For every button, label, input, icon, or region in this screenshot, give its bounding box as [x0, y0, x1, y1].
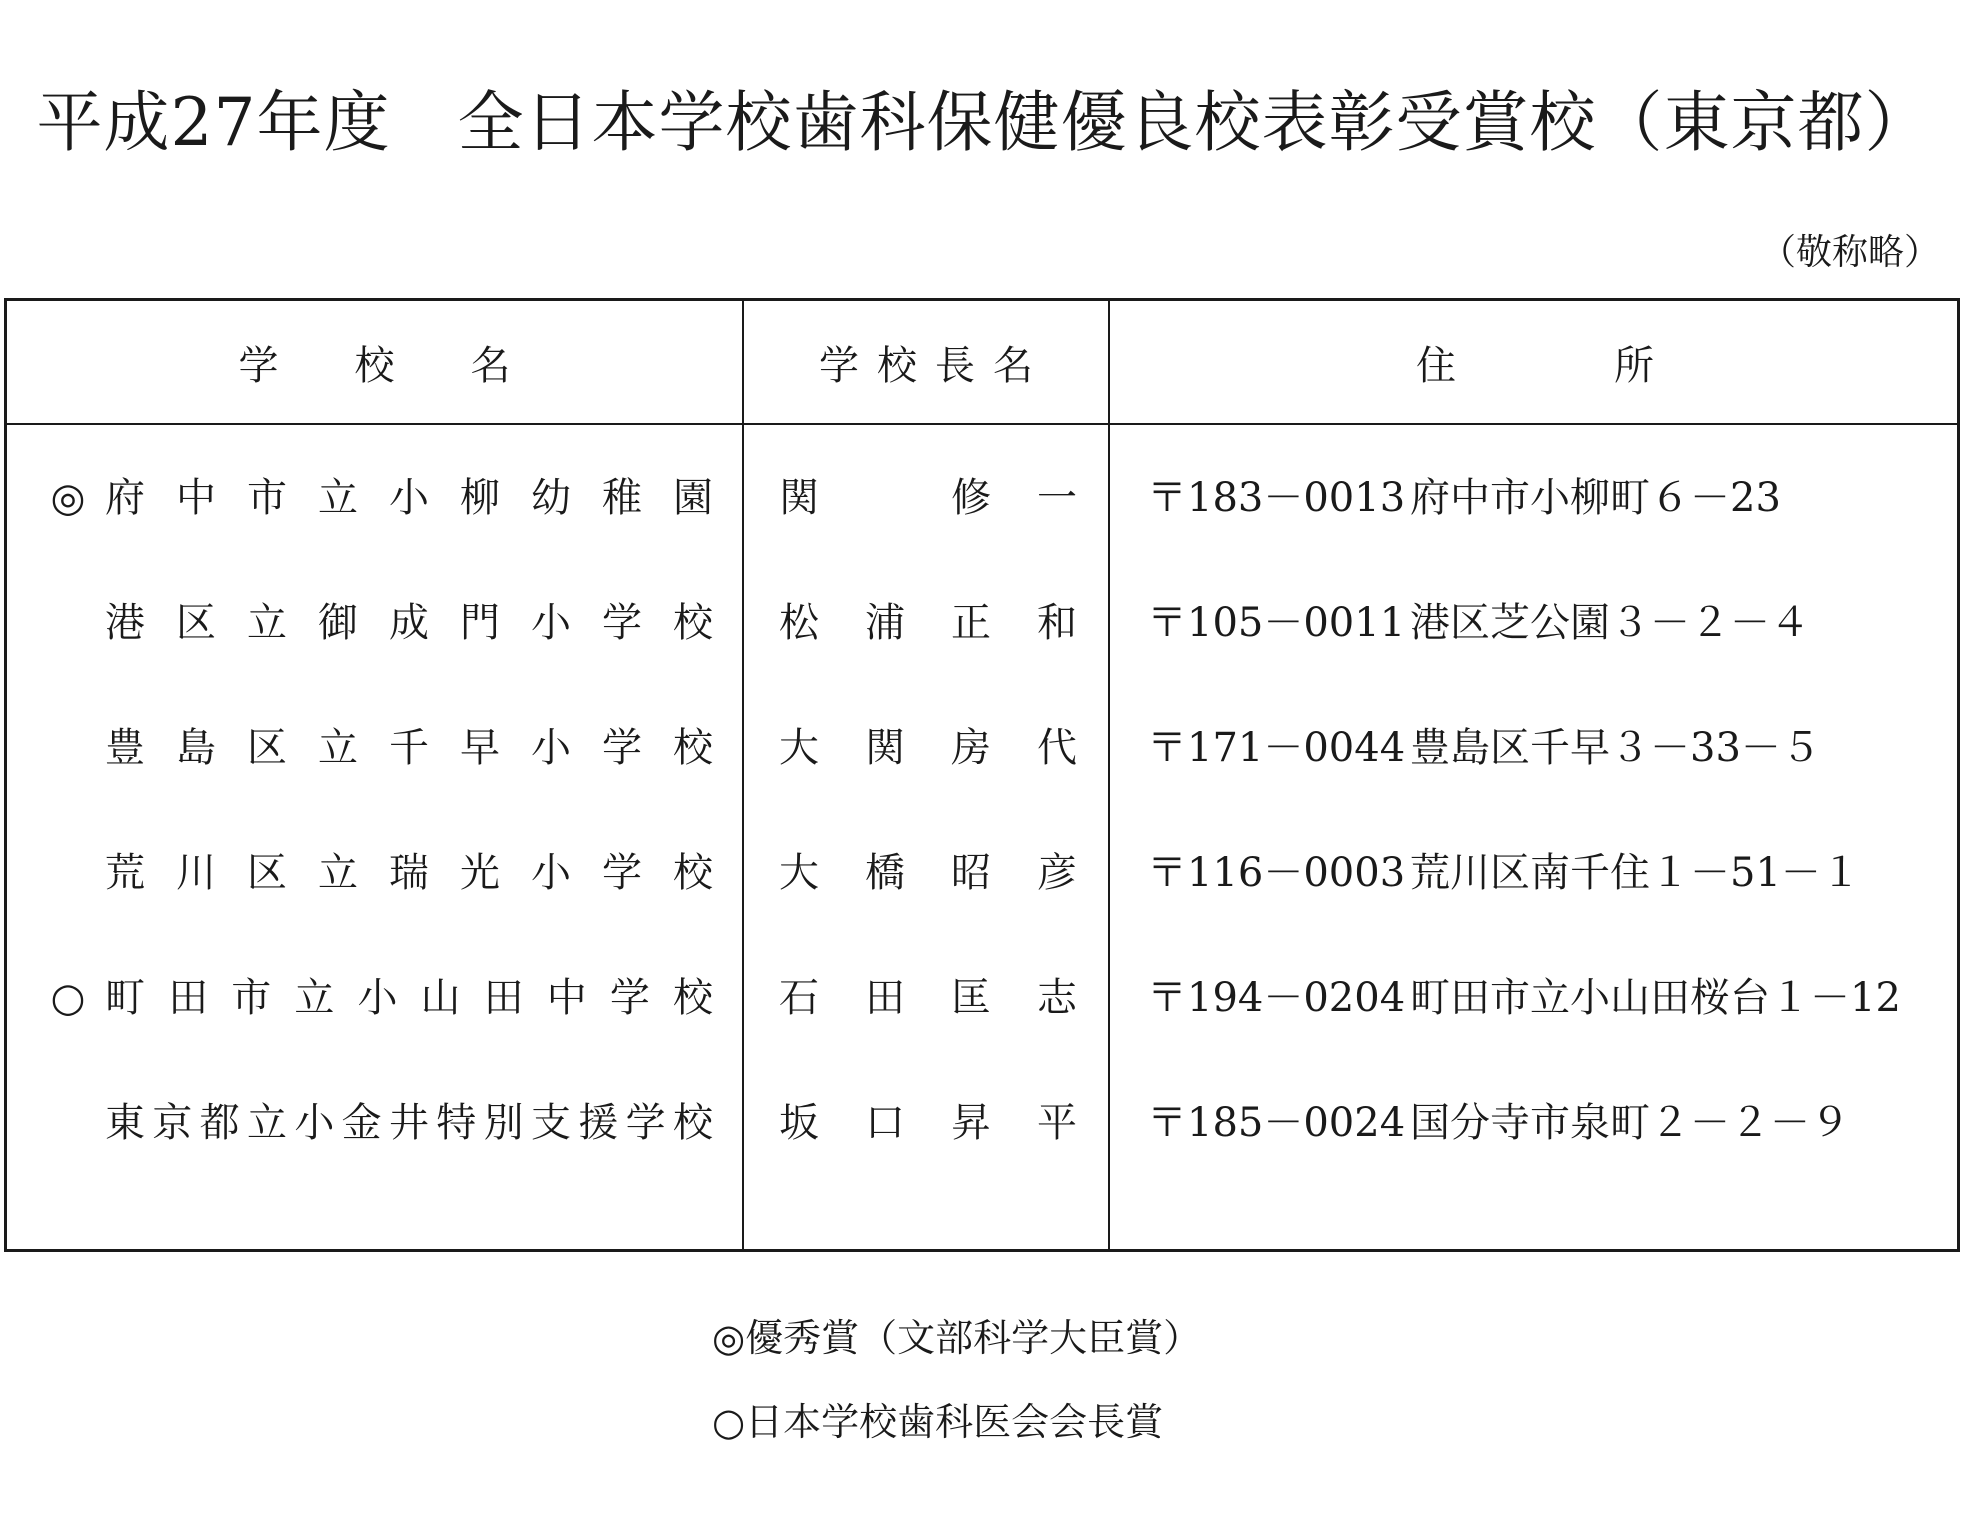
- street-address: 豊島区千早３－33－５: [1410, 725, 1821, 771]
- principal-name: 石 田 匡 志: [779, 975, 1077, 1021]
- street-address: 港区芝公園３－２－４: [1410, 600, 1810, 646]
- table-row: [7, 838, 1957, 908]
- street-address: 荒川区南千住１－51－１: [1410, 850, 1861, 896]
- school-address: [1147, 963, 1947, 1033]
- principal-name: 関 修 一: [779, 475, 1077, 521]
- school-name: 町 田 市 立 小 山 田 中 学 校: [105, 975, 713, 1021]
- legend-text: 日本学校歯科医会会長賞: [745, 1400, 1164, 1444]
- postal-code: 〒171－0044: [1147, 725, 1406, 771]
- postal-code: 〒185－0024: [1147, 1100, 1406, 1146]
- legend-text: 優秀賞（文部科学大臣賞）: [745, 1316, 1202, 1360]
- table-row: [7, 588, 1957, 658]
- principal-name: 大 橋 昭 彦: [779, 850, 1077, 896]
- school-name: 東 京 都 立 小 金 井 特 別 支 援 学 校: [105, 1100, 713, 1146]
- table-row: [7, 713, 1957, 783]
- legend-item: [712, 1394, 1163, 1450]
- legend-mark: ◎: [712, 1316, 746, 1360]
- header-school-name: 学校名: [238, 342, 587, 389]
- page-title: 平成27年度 全日本学校歯科保健優良校表彰受賞校（東京都）: [36, 84, 1932, 161]
- school-address: [1147, 588, 1947, 658]
- header-address: 住所: [1416, 342, 1812, 389]
- legend-item: [712, 1310, 1201, 1366]
- school-name: 豊 島 区 立 千 早 小 学 校: [105, 725, 713, 771]
- school-name: 荒 川 区 立 瑞 光 小 学 校: [105, 850, 713, 896]
- principal-name: 坂 口 昇 平: [779, 1100, 1077, 1146]
- award-mark: ◎: [50, 475, 86, 521]
- school-name: 府 中 市 立 小 柳 幼 稚 園: [105, 475, 713, 521]
- table-row: [7, 963, 1957, 1033]
- principal-name: 大 関 房 代: [779, 725, 1077, 771]
- award-table: [4, 298, 1960, 1252]
- postal-code: 〒183－0013: [1147, 475, 1406, 521]
- header-principal-name: 学校長名: [819, 342, 1051, 389]
- street-address: 国分寺市泉町２－２－９: [1410, 1100, 1850, 1146]
- table-row: [7, 463, 1957, 533]
- award-mark: ○: [50, 975, 86, 1021]
- principal-name: 松 浦 正 和: [779, 600, 1077, 646]
- postal-code: 〒194－0204: [1147, 975, 1406, 1021]
- street-address: 町田市立小山田桜台１－12: [1410, 975, 1901, 1021]
- school-name: 港 区 立 御 成 門 小 学 校: [105, 600, 713, 646]
- header-divider: [7, 423, 1957, 425]
- postal-code: 〒116－0003: [1147, 850, 1406, 896]
- postal-code: 〒105－0011: [1147, 600, 1406, 646]
- school-address: [1147, 838, 1947, 908]
- table-row: [7, 1088, 1957, 1158]
- honorific-note: （敬称略）: [1759, 232, 1940, 273]
- school-address: [1147, 463, 1947, 533]
- street-address: 府中市小柳町６－23: [1410, 475, 1781, 521]
- legend-mark: ○: [712, 1400, 746, 1444]
- school-address: [1147, 1088, 1947, 1158]
- school-address: [1147, 713, 1947, 783]
